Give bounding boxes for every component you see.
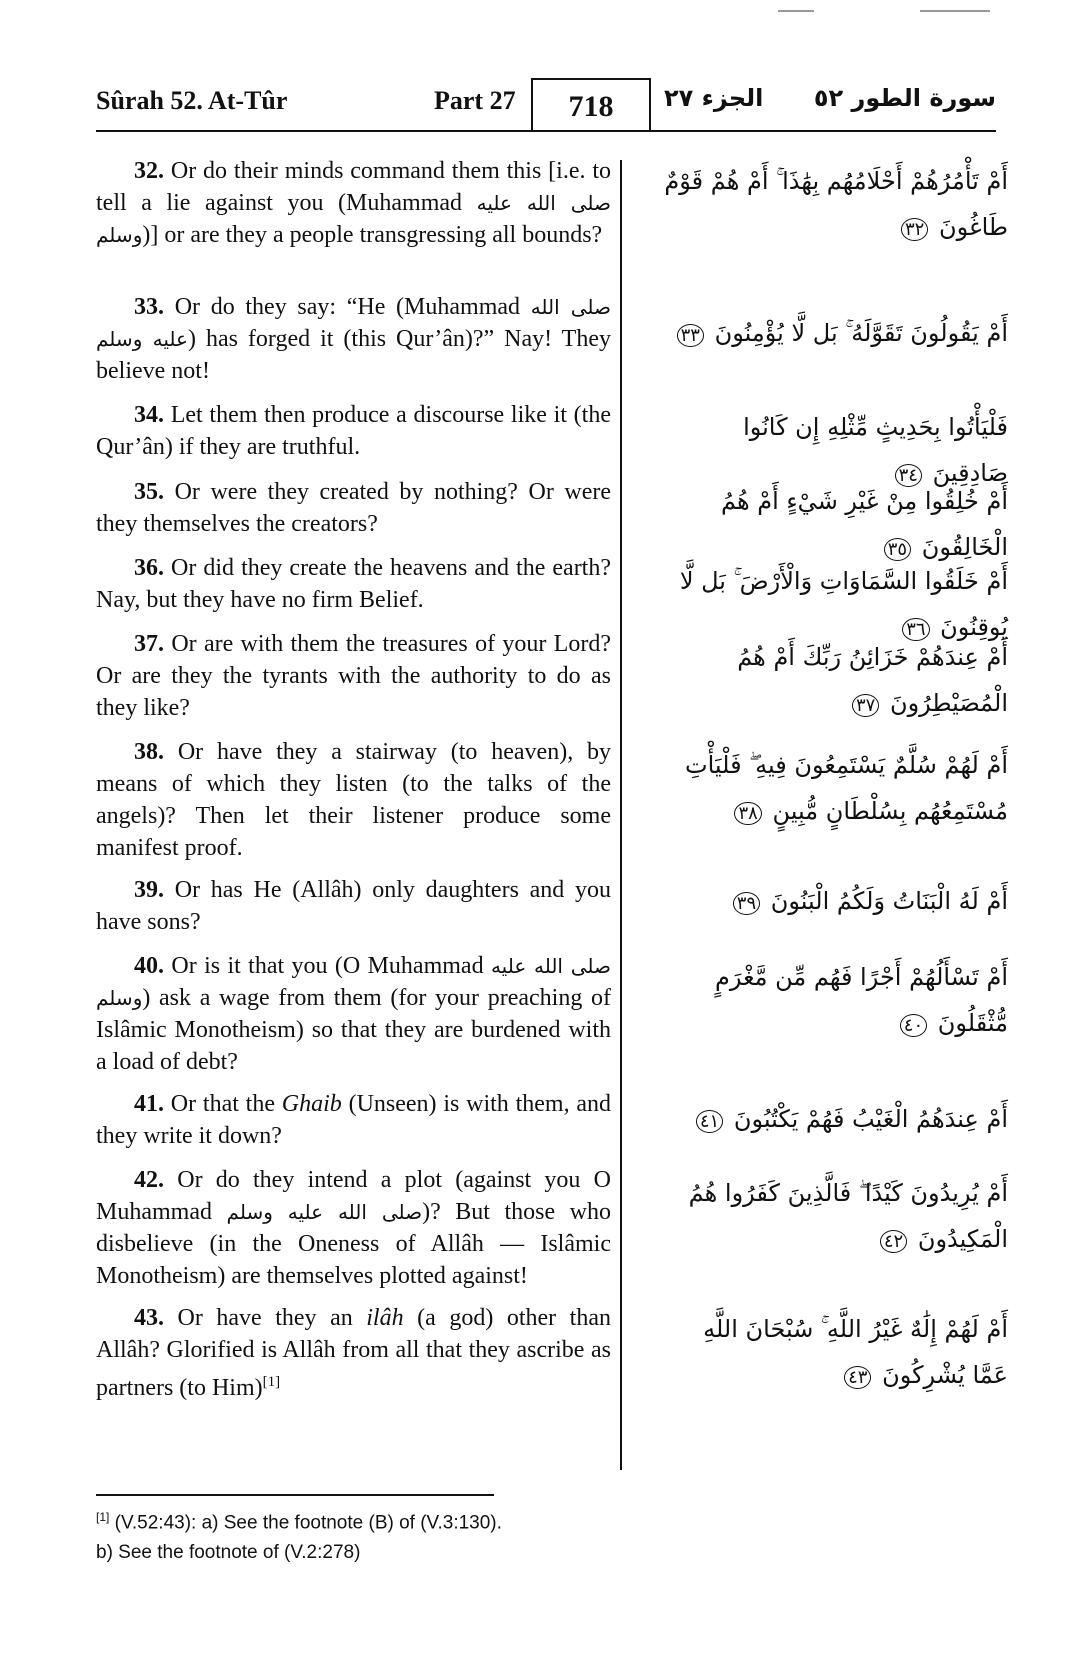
verse-number: 42. bbox=[134, 1167, 164, 1193]
verse-text: Or do their minds command them this [i.e. to tell a lie against you (Muhammad bbox=[96, 158, 611, 216]
ayah-number-marker: ٤٢ bbox=[880, 1230, 907, 1253]
top-margin-mark bbox=[920, 10, 990, 12]
verse-arabic bbox=[663, 742, 1008, 837]
verse-arabic bbox=[663, 1306, 1008, 1401]
footnote-line bbox=[96, 1510, 996, 1534]
verse-translation bbox=[96, 1164, 611, 1292]
ayah-number-marker: ٣٨ bbox=[734, 802, 761, 825]
verse-text: ) ask a wage from them (for your preaching of Islâmic Monotheism) so that they are burdened with a load of debt? bbox=[96, 985, 611, 1075]
ayah-number-marker: ٤١ bbox=[696, 1110, 723, 1133]
verse-translation bbox=[96, 291, 611, 387]
verse-arabic bbox=[663, 1096, 1008, 1145]
ayah-text: فَلْيَأْتُوا بِحَدِيثٍ مِّثْلِهِ إِن كَانُوا صَادِقِينَ bbox=[743, 413, 1008, 487]
verse-text: Or did they create the heavens and the earth? Nay, but they have no firm Belief. bbox=[96, 555, 612, 613]
salutation-ar: صلى الله عليه وسلم bbox=[96, 191, 612, 247]
verse-arabic bbox=[663, 1170, 1008, 1265]
verse-text: )] or are they a people transgressing all bounds? bbox=[142, 222, 603, 248]
verse-arabic bbox=[663, 634, 1008, 729]
verse-arabic bbox=[663, 878, 1008, 927]
ayah-text: أَمْ يُرِيدُونَ كَيْدًا ۖ فَالَّذِينَ كَفَرُوا هُمُ الْمَكِيدُونَ bbox=[688, 1179, 1008, 1253]
verse-number: 39. bbox=[134, 877, 164, 903]
footnote-text: (V.52:43): a) See the footnote (B) of (V.3:130). bbox=[114, 1512, 502, 1534]
ayah-text: أَمْ لَهُمْ سُلَّمٌ يَسْتَمِعُونَ فِيهِ ۖ فَلْيَأْتِ مُسْتَمِعُهُم بِسُلْطَانٍ مُّبِينٍ bbox=[684, 751, 1008, 825]
verse-number: 36. bbox=[134, 555, 164, 581]
verse-number: 35. bbox=[134, 479, 164, 505]
page-number: 718 bbox=[568, 90, 614, 123]
ayah-number-marker: ٤٣ bbox=[844, 1366, 871, 1389]
verse-translation bbox=[96, 874, 611, 938]
verse-text: Let them then produce a discourse like it (the Qur’ân) if they are truthful. bbox=[96, 402, 611, 460]
ayah-text: أَمْ خُلِقُوا مِنْ غَيْرِ شَيْءٍ أَمْ هُمُ الْخَالِقُونَ bbox=[720, 487, 1008, 561]
page-header bbox=[96, 78, 996, 132]
page-number-box bbox=[531, 78, 651, 130]
ayah-text: أَمْ تَسْأَلُهُمْ أَجْرًا فَهُم مِّن مَّغْرَمٍ مُّثْقَلُونَ bbox=[714, 963, 1008, 1037]
verse-number: 40. bbox=[134, 953, 164, 979]
footnote-number: [1] bbox=[96, 1510, 110, 1524]
verse-text: Or were they created by nothing? Or were they themselves the creators? bbox=[96, 479, 612, 537]
verse-arabic bbox=[663, 158, 1008, 253]
verse-arabic bbox=[663, 954, 1008, 1049]
verse-number: 41. bbox=[134, 1091, 164, 1117]
ayah-number-marker: ٣٧ bbox=[852, 694, 879, 717]
ayah-number-marker: ٤٠ bbox=[900, 1014, 927, 1037]
verse-translation bbox=[96, 476, 611, 540]
verse-text: Or that the bbox=[170, 1091, 282, 1117]
surah-title-en: Sûrah 52. At-Tûr bbox=[96, 86, 288, 115]
ayah-number-marker: ٣٢ bbox=[901, 218, 928, 241]
verse-number: 34. bbox=[134, 402, 164, 428]
part-label-en: Part 27 bbox=[434, 86, 516, 115]
verse-text: Or do they intend a plot (against you O Muhammad bbox=[96, 1167, 611, 1225]
top-margin-mark bbox=[778, 10, 814, 12]
verse-text: Or do they say: “He (Muhammad bbox=[174, 294, 531, 320]
verse-number: 37. bbox=[134, 631, 164, 657]
footnote-rule bbox=[96, 1494, 494, 1496]
ayah-number-marker: ٣٥ bbox=[884, 538, 911, 561]
ayah-text: أَمْ خَلَقُوا السَّمَاوَاتِ وَالْأَرْضَ ۚ بَل لَّا يُوقِنُونَ bbox=[679, 567, 1008, 641]
salutation-ar: صلى الله عليه وسلم bbox=[226, 1200, 423, 1224]
verse-number: 32. bbox=[134, 158, 164, 184]
verse-translation bbox=[96, 399, 611, 463]
ayah-number-marker: ٣٣ bbox=[677, 324, 704, 347]
verse-text: Or have they an bbox=[177, 1305, 367, 1331]
verse-text: Or are with them the treasures of your Lord? Or are they the tyrants with the authority to do as they like? bbox=[96, 631, 611, 721]
ayah-text: أَمْ تَأْمُرُهُمْ أَحْلَامُهُم بِهَٰذَا ۚ أَمْ هُمْ قَوْمٌ طَاغُونَ bbox=[664, 167, 1008, 241]
ayah-text: أَمْ يَقُولُونَ تَقَوَّلَهُ ۚ بَل لَّا يُؤْمِنُونَ bbox=[714, 319, 1008, 347]
verse-text: Or is it that you (O Muhammad bbox=[171, 953, 491, 979]
surah-title-ar: سورة الطور ٥٢ bbox=[813, 84, 996, 112]
ayah-text: أَمْ لَهُ الْبَنَاتُ وَلَكُمُ الْبَنُونَ bbox=[770, 887, 1008, 915]
ayah-text: أَمْ عِندَهُمْ خَزَائِنُ رَبِّكَ أَمْ هُمُ الْمُصَيْطِرُونَ bbox=[737, 643, 1008, 717]
verse-text: )? But those who disbelieve (in the Oneness of Allâh — Islâmic Monotheism) are themselves plotted against! bbox=[96, 1199, 612, 1289]
column-divider bbox=[620, 160, 622, 1470]
verse-number: 43. bbox=[134, 1305, 164, 1331]
verse-text: Or has He (Allâh) only daughters and you have sons? bbox=[96, 877, 612, 935]
ayah-number-marker: ٣٩ bbox=[733, 892, 760, 915]
verse-italic-term: Ghaib bbox=[281, 1091, 342, 1117]
verse-translation bbox=[96, 552, 611, 616]
verse-italic-term: ilâh bbox=[366, 1305, 404, 1331]
salutation-ar: صلى الله عليه وسلم bbox=[96, 295, 612, 351]
verse-number: 33. bbox=[134, 294, 164, 320]
salutation-ar: صلى الله عليه وسلم bbox=[96, 954, 611, 1010]
ayah-text: أَمْ لَهُمْ إِلَٰهٌ غَيْرُ اللَّهِ ۚ سُبْحَانَ اللَّهِ عَمَّا يُشْرِكُونَ bbox=[703, 1315, 1008, 1389]
verse-translation bbox=[96, 1088, 611, 1152]
ayah-number-marker: ٣٦ bbox=[902, 618, 929, 641]
verse-text: (Unseen) is with them, and they write it down? bbox=[96, 1091, 612, 1149]
verse-translation bbox=[96, 628, 611, 724]
verse-translation bbox=[96, 950, 611, 1078]
verse-text: Or have they a stairway (to heaven), by means of which they listen (to the talks of the angels)? Then let their listener produce some manifest proof. bbox=[96, 739, 612, 861]
verse-text: (a god) other than Allâh? Glorified is Allâh from all that they ascribe as partners (to Him) bbox=[96, 1305, 611, 1401]
verse-translation bbox=[96, 1302, 611, 1404]
verse-arabic bbox=[663, 310, 1008, 359]
verse-translation bbox=[96, 155, 611, 251]
verse-translation bbox=[96, 736, 611, 864]
verse-text: ) has forged it (this Qur’ân)?” Nay! They believe not! bbox=[96, 326, 611, 384]
footnote-line bbox=[96, 1542, 996, 1564]
ayah-number-marker: ٣٤ bbox=[895, 464, 922, 487]
footnote-text: b) See the footnote of (V.2:278) bbox=[96, 1542, 361, 1563]
part-label-ar: الجزء ٢٧ bbox=[664, 84, 764, 112]
ayah-text: أَمْ عِندَهُمُ الْغَيْبُ فَهُمْ يَكْتُبُونَ bbox=[733, 1105, 1008, 1133]
footnote-marker: [1] bbox=[262, 1374, 281, 1390]
verse-number: 38. bbox=[134, 739, 164, 765]
